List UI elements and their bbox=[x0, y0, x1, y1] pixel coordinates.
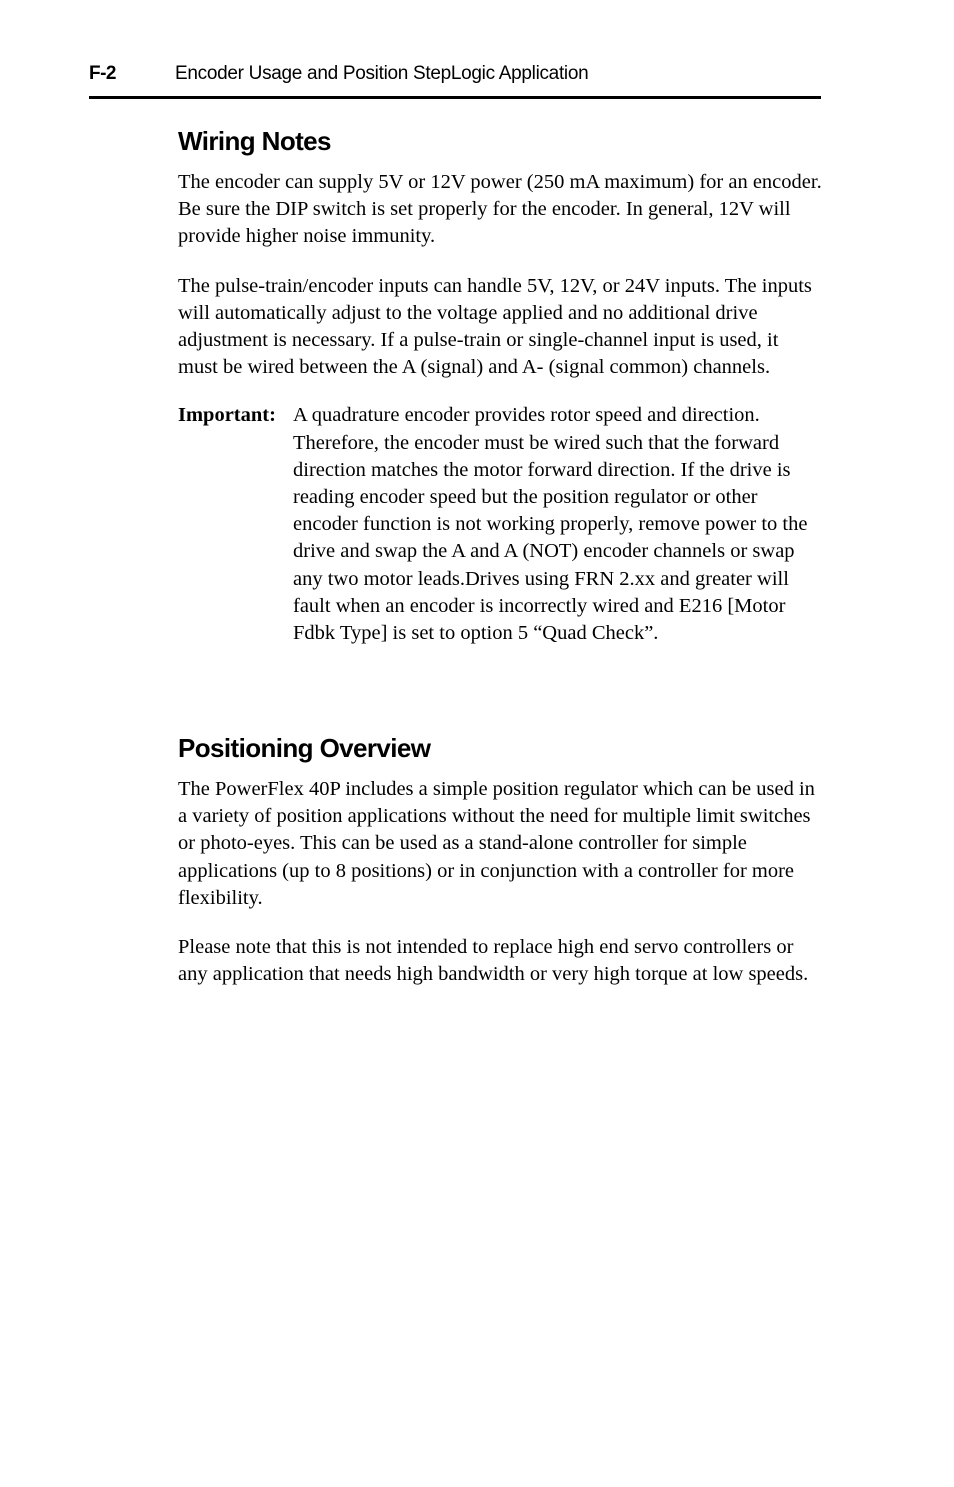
running-title: Encoder Usage and Position StepLogic Application bbox=[175, 63, 589, 84]
important-text: A quadrature encoder provides rotor speed and direction. Therefore, the encoder must be wired such that the forward direction matches the motor forward direction. If the drive is reading encoder speed but the position regulator or other encoder function is not working properly, remove power to the drive and swap the A and A (NOT) encoder channels or swap any two motor leads.Drives using FRN 2.xx and greater will fault when an encoder is incorrectly wired and E216 [Motor Fdbk Type] is set to option 5 “Quad Check”. bbox=[293, 404, 808, 645]
paragraph: The PowerFlex 40P includes a simple position regulator which can be used in a variety of position applications without the need for multiple limit switches or photo-eyes. This can be used as a stand-alone controller for simple applications (up to 8 positions) or in conjunction with a controller for more flexibility. bbox=[178, 778, 815, 909]
section-heading: Wiring Notes bbox=[178, 126, 331, 156]
important-label: Important: bbox=[178, 404, 276, 427]
paragraph: The encoder can supply 5V or 12V power (250 mA maximum) for an encoder. Be sure the DIP switch is set properly for the encoder. In general, 12V will provide higher noise immunity. bbox=[178, 171, 822, 248]
section-heading: Positioning Overview bbox=[178, 733, 431, 763]
wiring-notes-section bbox=[178, 126, 823, 647]
paragraph: Please note that this is not intended to replace high end servo controllers or any application that needs high bandwidth or very high torque at low speeds. bbox=[178, 936, 809, 986]
page-header bbox=[89, 60, 821, 99]
paragraph: The pulse-train/encoder inputs can handle 5V, 12V, or 24V inputs. The inputs will automatically adjust to the voltage applied and no additional drive adjustment is necessary. If a pulse-train or single-channel input is used, it must be wired between the A (signal) and A- (signal common) channels. bbox=[178, 274, 812, 379]
positioning-overview-section bbox=[178, 733, 823, 988]
important-note bbox=[178, 402, 823, 647]
page-number: F-2 bbox=[89, 63, 116, 84]
